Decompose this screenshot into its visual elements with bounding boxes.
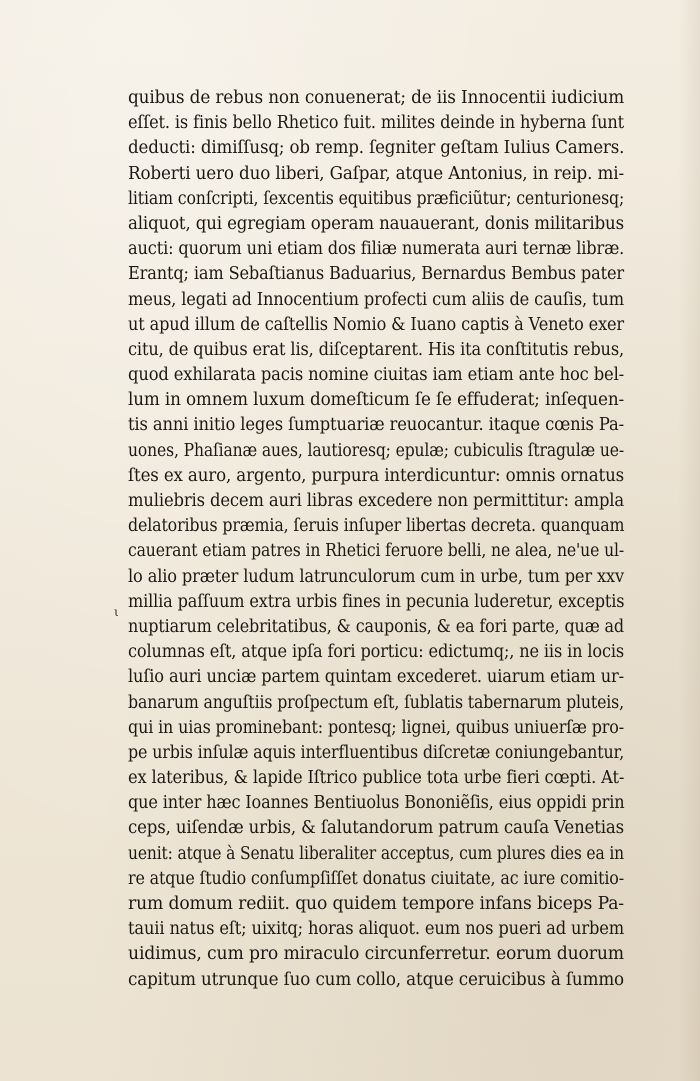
- text-block: [128, 86, 624, 993]
- text-line: luſio auri unciæ partem quintam excederet. uiarum etiam ur‑: [128, 667, 624, 688]
- text-line: ceps, uiſendæ urbis, & ſalutandorum patrum cauſa Venetias: [128, 818, 624, 839]
- text-line: qui in uias prominebant: pontesq; lignei, quibus uniuerſæ pro‑: [128, 717, 624, 738]
- text-line: ut apud illum de caſtellis Nomio & Iuano captis à Veneto exer: [128, 314, 624, 335]
- text-line: Erantq; iam Sebaſtianus Baduarius, Bernardus Bembus pater: [128, 264, 624, 285]
- text-line: eſſet. is finis bello Rhetico fuit. milites deinde in hyberna ſunt: [128, 113, 624, 134]
- text-line: nuptiarum celebritatibus, & cauponis, & ea fori parte, quæ ad: [128, 616, 624, 637]
- text-line: capitum utrunque ſuo cum collo, atque ceruicibus à ſummo: [128, 969, 624, 990]
- text-line: pe urbis inſulæ aquis interfluentibus diſcretæ coniungebantur,: [128, 742, 625, 763]
- text-line: aliquot, qui egregiam operam nauauerant, donis militaribus: [128, 213, 624, 234]
- text-line: Roberti uero duo liberi, Gaſpar, atque Antonius, in reip. mi‑: [128, 163, 624, 184]
- text-line: meus, legati ad Innocentium profecti cum aliis de cauſis, tum: [128, 289, 624, 310]
- text-line: litiam conſcripti, ſexcentis equitibus præficiũtur; centurionesq;: [128, 188, 625, 209]
- text-line: que inter hæc Ioannes Bentiuolus Bononiẽſis, eius oppidi prin: [128, 793, 625, 814]
- text-line: banarum anguſtiis proſpectum eſt, ſublatis tabernarum pluteis,: [128, 692, 624, 713]
- text-line: citu, de quibus erat lis, diſceptarent. His ita conſtitutis rebus,: [128, 339, 625, 360]
- text-line: millia paſſuum extra urbis fines in pecunia luderetur, exceptis: [128, 591, 625, 612]
- margin-mark: ι: [114, 605, 119, 619]
- text-line: delatoribus præmia, ſeruis inſuper libertas decreta. quanquam: [128, 516, 625, 537]
- text-line: rum domum rediit. quo quidem tempore infans biceps Pa‑: [128, 894, 624, 914]
- text-line: lo alio præter ludum latrunculorum cum in urbe, tum per xxv: [128, 566, 625, 587]
- text-line: muliebris decem auri libras excedere non permittitur: ampla: [128, 491, 625, 511]
- text-line: quod exhilarata pacis nomine ciuitas iam etiam ante hoc bel‑: [128, 365, 625, 386]
- text-line: columnas eſt, atque ipſa fori porticu: edictumq;, ne iis in locis: [128, 642, 624, 663]
- text-line: uenit: atque à Senatu liberaliter acceptus, cum plures dies ea in: [128, 843, 625, 864]
- text-line: deducti: dimiſſusq; ob remp. ſegniter geſtam Iulius Camers.: [128, 138, 625, 159]
- text-line: cauerant etiam patres in Rhetici feruore belli, ne alea, ne'ue ul‑: [128, 541, 625, 562]
- text-line: uidimus, cum pro miraculo circunferretur. eorum duorum: [128, 944, 624, 965]
- text-line: tis anni initio leges ſumptuariæ reuocantur. itaque cœnis Pa‑: [128, 415, 625, 436]
- text-line: aucti: quorum uni etiam dos filiæ numerata auri ternæ libræ.: [128, 239, 625, 260]
- text-line: tauii natus eſt; uixitq; horas aliquot. eum nos pueri ad urbem: [128, 919, 625, 940]
- text-line: ſtes ex auro, argento, purpura interdicuntur: omnis ornatus: [128, 465, 625, 486]
- text-line: lum in omnem luxum domeſticum ſe ſe effuderat; inſequen‑: [128, 390, 625, 411]
- page-edge-shadow: [678, 0, 700, 1081]
- text-line: ex lateribus, & lapide Iſtrico publice tota urbe fieri cœpti. At‑: [128, 768, 625, 789]
- text-line: uones, Phaſianæ aues, lautioresq; epulæ; cubiculis ſtragulæ ue‑: [128, 440, 624, 461]
- text-line: re atque ſtudio conſumpſiſſet donatus ciuitate, ac iure comitio‑: [128, 868, 624, 889]
- text-line: quibus de rebus non conuenerat; de iis Innocentii iudicium: [128, 88, 625, 108]
